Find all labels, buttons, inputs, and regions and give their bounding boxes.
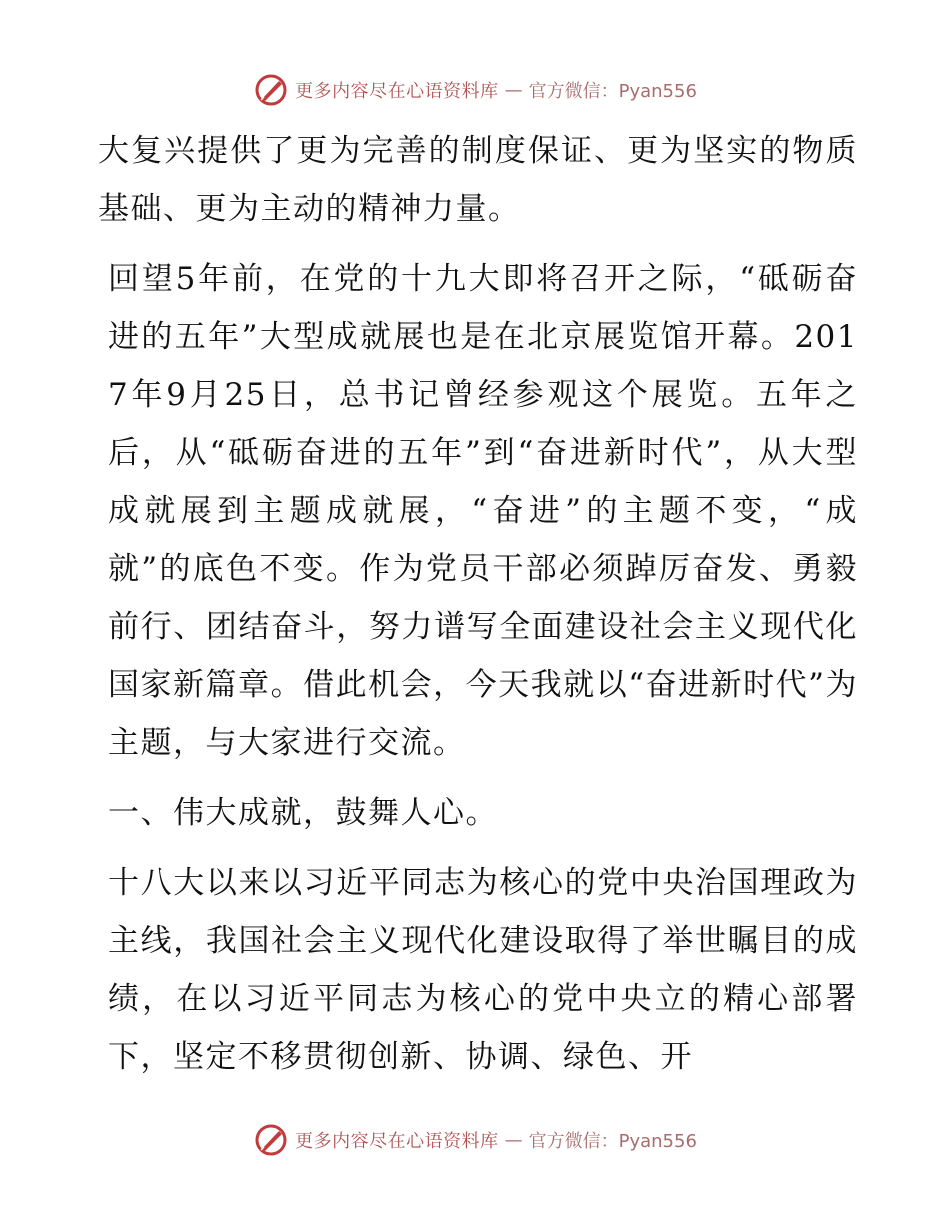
watermark-official-text: 官方微信：Pyan556	[528, 81, 697, 102]
paragraph-achievements: 十八大以来以习近平同志为核心的党中央治国理政为主线，我国社会主义现代化建设取得了举世瞩目的成绩，在以习近平同志为核心的党中央立的精心部署下，坚定不移贯彻创新、协调、绿色、开	[108, 865, 858, 1075]
watermark-brand-text: 更多内容尽在心语资料库	[295, 1131, 499, 1152]
footer-watermark	[0, 1122, 950, 1158]
watermark-brand-text: 更多内容尽在心语资料库	[295, 81, 499, 102]
watermark-official-text: 官方微信：Pyan556	[528, 1131, 697, 1152]
paragraph-intro: 大复兴提供了更为完善的制度保证、更为坚实的物质基础、更为主动的精神力量。	[98, 133, 858, 227]
quill-pen-circle-icon	[253, 72, 289, 108]
watermark-separator: —	[504, 1129, 523, 1151]
quill-pen-circle-icon	[253, 1122, 289, 1158]
document-body	[98, 122, 858, 1086]
section-heading: 一、伟大成就，鼓舞人心。	[108, 795, 498, 831]
header-watermark	[0, 72, 950, 108]
watermark-separator: —	[504, 79, 523, 101]
paragraph-review: 回望5年前，在党的十九大即将召开之际，“砥砺奋进的五年”大型成就展也是在北京展览馆开幕。2017年9月25日，总书记曾经参观这个展览。五年之后，从“砥砺奋进的五年”到“奋进新时代”，从大型成就展到主题成就展，“奋进”的主题不变，“成就”的底色不变。作为党员干部必须踔厉奋发、勇毅前行、团结奋斗，努力谱写全面建设社会主义现代化国家新篇章。借此机会，今天我就以“奋进新时代”为主题，与大家进行交流。	[108, 261, 858, 761]
